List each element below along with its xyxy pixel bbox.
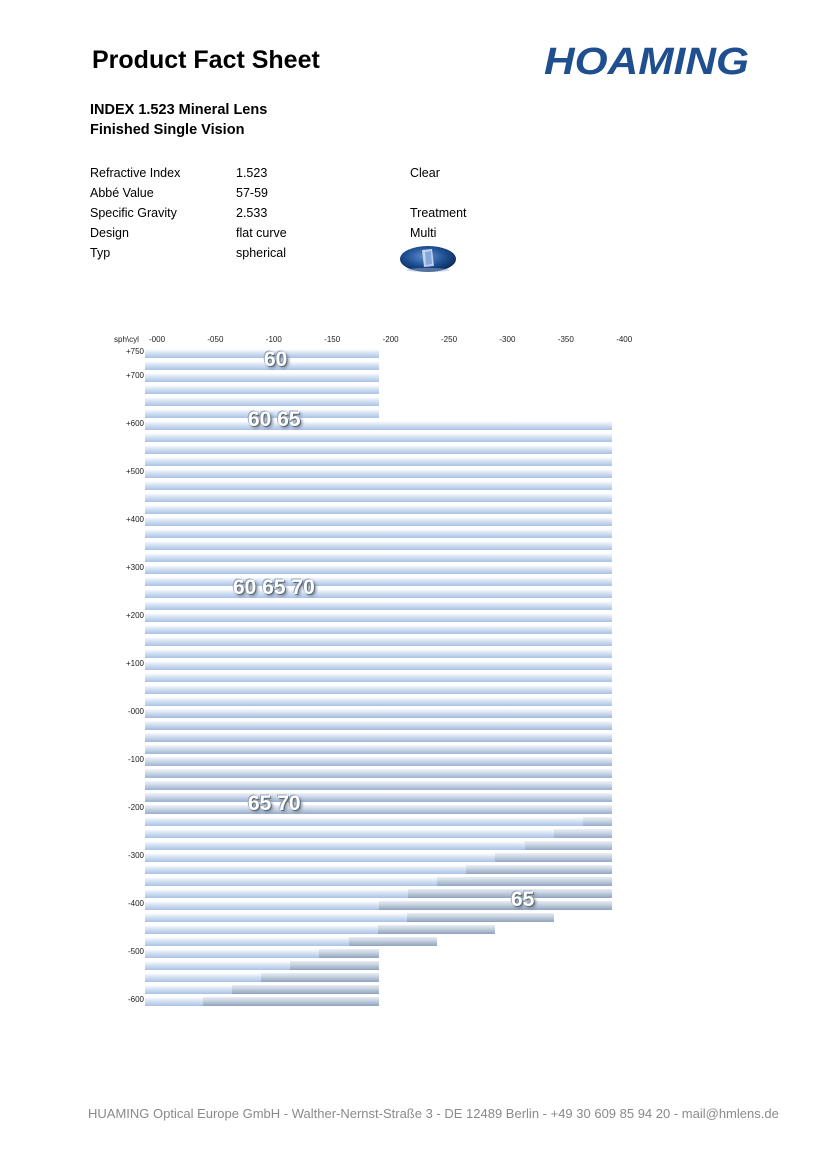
- grid-row-shade: [583, 817, 612, 826]
- sph-label: +300: [125, 563, 144, 572]
- grid-row: [145, 601, 612, 610]
- grid-row: [145, 373, 379, 382]
- sph-label: -600: [127, 995, 144, 1004]
- brand-logo: [544, 38, 756, 82]
- sph-label: +500: [125, 467, 144, 476]
- footer-address: HUAMING Optical Europe GmbH - Walther-Nernst-Straße 3 - DE 12489 Berlin - +49 30 609 85 94 20 - mail@hmlens.de: [88, 1106, 779, 1121]
- multi-coating-lens-icon: [398, 244, 458, 274]
- spec-label: Specific Gravity: [90, 206, 177, 220]
- spec-value: flat curve: [236, 226, 287, 240]
- grid-row-shade: [466, 865, 612, 874]
- grid-row-shade: [408, 889, 612, 898]
- grid-row: [145, 697, 612, 706]
- grid-row-shade: [261, 973, 379, 982]
- grid-row: [145, 829, 612, 838]
- spec-label: Abbé Value: [90, 186, 154, 200]
- grid-row-shade: [145, 793, 612, 802]
- sph-label: +200: [125, 611, 144, 620]
- grid-row: [145, 433, 612, 442]
- sph-label: +750: [125, 347, 144, 356]
- grid-row: [145, 421, 612, 430]
- cyl-label: -000: [149, 335, 166, 344]
- grid-row: [145, 385, 379, 394]
- grid-row-shade: [378, 925, 496, 934]
- sph-label: +100: [125, 659, 144, 668]
- grid-row: [145, 445, 612, 454]
- cyl-label: -150: [324, 335, 341, 344]
- grid-row: [145, 661, 612, 670]
- grid-row: [145, 577, 612, 586]
- sph-label: +700: [125, 371, 144, 380]
- grid-row-shade: [145, 709, 612, 718]
- grid-row: [145, 529, 612, 538]
- sph-label: +600: [125, 419, 144, 428]
- spec-label: Design: [90, 226, 129, 240]
- spec-label: Refractive Index: [90, 166, 181, 180]
- zone-label: 60 65: [248, 408, 301, 431]
- grid-row: [145, 673, 612, 682]
- grid-row: [145, 625, 612, 634]
- grid-row: [145, 481, 612, 490]
- spec-value: 2.533: [236, 206, 268, 220]
- grid-row: [145, 541, 612, 550]
- grid-row-shade: [349, 937, 437, 946]
- grid-row-shade: [232, 985, 379, 994]
- grid-row-shade: [319, 949, 378, 958]
- grid-row: [145, 505, 612, 514]
- grid-row-shade: [437, 877, 612, 886]
- cyl-label: -250: [441, 335, 458, 344]
- spec-value: spherical: [236, 246, 287, 260]
- grid-row-shade: [145, 745, 612, 754]
- sph-label: -400: [127, 899, 144, 908]
- sph-label: -500: [127, 947, 144, 956]
- grid-row-shade: [145, 721, 612, 730]
- treatment-label: Treatment: [410, 206, 467, 220]
- grid-row-shade: [145, 757, 612, 766]
- cyl-label: -100: [265, 335, 282, 344]
- grid-row-shade: [407, 913, 554, 922]
- zone-label: 60: [264, 348, 288, 371]
- grid-row: [145, 613, 612, 622]
- cyl-label: -400: [616, 335, 633, 344]
- sph-label: -200: [127, 803, 144, 812]
- grid-row: [145, 817, 612, 826]
- grid-row: [145, 469, 612, 478]
- grid-row: [145, 637, 612, 646]
- grid-row: [145, 517, 612, 526]
- grid-row: [145, 649, 612, 658]
- product-name: INDEX 1.523 Mineral Lens: [90, 102, 268, 118]
- page-title: Product Fact Sheet: [92, 46, 320, 74]
- grid-row: [145, 349, 379, 358]
- grid-row-shade: [203, 997, 379, 1006]
- treatment-value: Multi: [410, 226, 437, 240]
- zone-label: 65: [511, 888, 535, 911]
- grid-row-shade: [145, 781, 612, 790]
- grid-row: [145, 685, 612, 694]
- sph-label: -100: [127, 755, 144, 764]
- grid-row-shade: [379, 901, 613, 910]
- grid-row: [145, 493, 612, 502]
- grid-row-shade: [554, 829, 612, 838]
- spec-value: 57-59: [236, 186, 268, 200]
- sph-label: +400: [125, 515, 144, 524]
- cyl-label: -300: [499, 335, 516, 344]
- cyl-label: -050: [207, 335, 224, 344]
- clear-option: Clear: [410, 166, 440, 180]
- cyl-label: -200: [382, 335, 399, 344]
- sph-label: -300: [127, 851, 144, 860]
- grid-row-shade: [290, 961, 378, 970]
- grid-row: [145, 457, 612, 466]
- grid-row: [145, 565, 612, 574]
- spec-value: 1.523: [236, 166, 268, 180]
- grid-row: [145, 361, 379, 370]
- grid-row-shade: [145, 769, 612, 778]
- grid-row: [145, 397, 379, 406]
- zone-label: 60 65 70: [233, 576, 315, 599]
- spec-label: Typ: [90, 246, 111, 260]
- grid-row: [145, 553, 612, 562]
- chart-grid: [145, 346, 642, 1006]
- grid-row-shade: [145, 733, 612, 742]
- grid-row-shade: [525, 841, 613, 850]
- sph-label: -000: [127, 707, 144, 716]
- product-type: Finished Single Vision: [90, 122, 245, 138]
- grid-row-shade: [145, 805, 612, 814]
- grid-row: [145, 589, 612, 598]
- brand-logo-text: HOAMING: [544, 41, 749, 82]
- cyl-label: -350: [557, 335, 574, 344]
- grid-row-shade: [495, 853, 612, 862]
- corner-label: sph\cyl: [114, 335, 139, 344]
- zone-label: 65 70: [248, 792, 301, 815]
